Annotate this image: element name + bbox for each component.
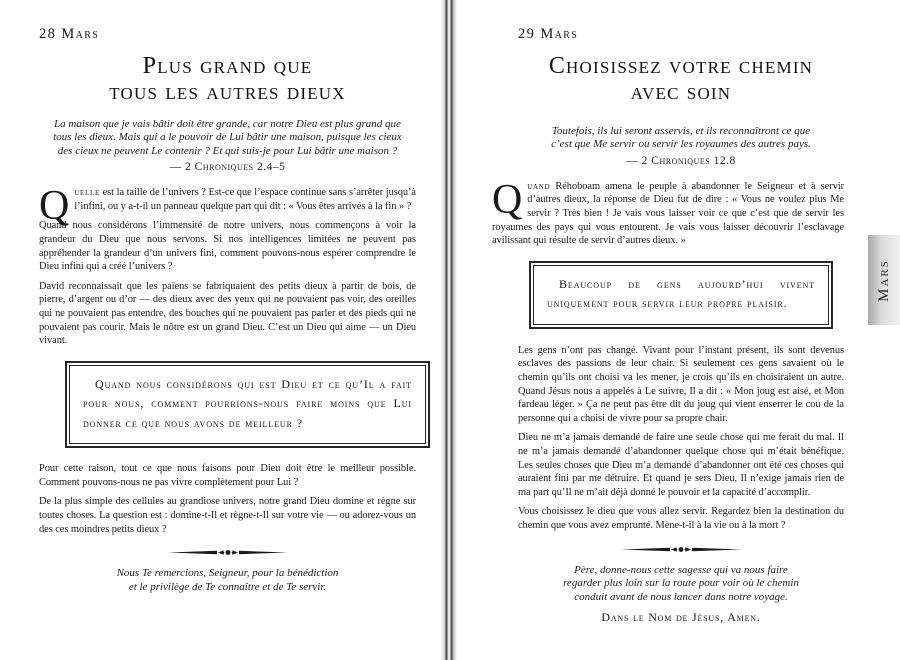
- section-divider: [518, 544, 844, 555]
- title-line: Choisissez votre chemin: [548, 53, 814, 79]
- paragraphs-after-callout: [39, 462, 416, 536]
- prayer-line: Père, donne-nous cette sagesse qui va nous faire: [574, 563, 788, 576]
- lead-word: uand: [527, 180, 551, 192]
- title-line: tous les autres dieux: [109, 79, 346, 105]
- devotional-title: [518, 53, 844, 105]
- epigraph-line: Toutefois, ils lui seront asservis, et ils reconnaîtront ce que: [551, 125, 811, 137]
- page-left: [0, 0, 446, 660]
- body-paragraph: Dieu ne m’a jamais demandé de faire une seule chose qui me ferait du mal. Il ne m’a jamais demandé d’abandonner quelque chose qui m’était bénéfique. Les seules choses que Dieu m’a demandé d’abandonner ont été ces choses qui auraient fini par me détruire. Et quand je sers Dieu, Il n’exige jamais rien de ma part qu’Il ne m’ait déjà donné le pouvoir et la capacité d’accomplir.: [518, 432, 844, 498]
- body-paragraph: De la plus simple des cellules au grandiose univers, notre grand Dieu domine et règne sur toutes choses. La question est : domine-t-Il et règne-t-Il sur votre vie — ou adorez-vous un des ces moindres petits dieux ?: [39, 496, 416, 535]
- scripture-epigraph: [39, 118, 416, 158]
- date-heading: 28 Mars: [39, 26, 100, 42]
- prayer-line: Nous Te remercions, Seigneur, pour la bénédiction: [116, 567, 339, 580]
- title-line: avec soin: [630, 79, 732, 105]
- devotional-title: [39, 53, 416, 105]
- scripture-epigraph: [518, 125, 844, 152]
- body-paragraph: Les gens n’ont pas changé. Vivant pour l’instant présent, ils sont devenus esclaves des passions de leur chair. Si seulement ces gens savaient où le chemin qu’ils ont choisi va les mener, je crois qu’ils en choisiraient un autre. Quand Jésus nous a appelés à Le suivre, Il a dit : « Mon joug est aisé, et Mon fardeau léger. » Ça ne peut pas être dit du joug qui vient enserrer le cou de la personne qui a choisi de vivre pour sa propre chair.: [518, 344, 844, 424]
- closing-prayer: [39, 567, 416, 595]
- month-thumb-tab: [868, 235, 900, 325]
- body-paragraph: Quand nous considérons l’immensité de notre univers, nous commençons à voir la grandeur du Dieu que nous servons. Si nos intelligences limitées ne peuvent pas appréhender la grandeur d’un univers fini, comment pouvons-nous espérer comprendre le Dieu infini qui a créé l’univers ?: [39, 220, 416, 273]
- paragraphs-after-callout: [518, 344, 844, 533]
- title-line: Plus grand que: [142, 53, 313, 79]
- divider-ornament-icon: [621, 544, 741, 555]
- prayer-line: et le privilège de Te connaître et de Te servir.: [128, 581, 327, 594]
- prayer-line: regarder plus loin sur la route pour voir où le chemin: [563, 577, 799, 590]
- body-paragraph: Pour cette raison, tout ce que nous faisons pour Dieu doit être le meilleur possible. Comment pouvons-nous ne pas vivre complètement pour Lui ?: [39, 463, 416, 488]
- body-paragraph: David reconnaissait que les païens se fabriquaient des petits dieux à partir de bois, de pierre, d’argent ou d’or — des dieux avec des yeux qui ne pouvaient pas voir, des oreilles qui ne pouvaient pas entendre, des bouches qui ne pouvaient pas parler et des pieds qui ne pouvaient pas courir. Mais le nôtre est un grand Dieu. C’est un Dieu qui aime — un Dieu vivant.: [39, 280, 416, 347]
- opening-paragraph: Quand Réhoboam amena le peuple à abandonner le Seigneur et à servir d’autres dieux, la réponse de Dieu fut de dire : « Vous ne voulez plus Me servir ? Très bien ! Je vais vous laisser voir ce que c’est que de servir les royaumes des pays qui vous entourent. Je vais vous laisser découvrir l’esclavage avilissant qui résulte de servir d’autres dieux. »: [492, 176, 844, 247]
- date-heading: 29 Mars: [518, 26, 579, 42]
- epigraph-line: tous les dieux. Mais qui a le pouvoir de Lui bâtir une maison, puisque les cieux: [53, 131, 402, 144]
- page-right: [452, 0, 900, 660]
- prayer-amen: Dans le Nom de Jésus, Amen.: [601, 609, 761, 624]
- month-tab-label: Mars: [875, 258, 892, 302]
- drop-cap: Q: [39, 183, 70, 230]
- callout-text: Quand nous considérons qui est Dieu et ce qu’Il a fait pour nous, comment pourrions-nous faire moins que Lui donner ce que nous avons de meilleur ?: [69, 365, 426, 445]
- epigraph-line: La maison que je vais bâtir doit être grande, car notre Dieu est plus grand que: [54, 118, 401, 130]
- closing-prayer: [518, 564, 844, 605]
- scripture-reference: — 2 Chroniques 12.8: [626, 154, 736, 167]
- section-divider: [39, 547, 416, 558]
- epigraph-line: des cieux ne peuvent Le contenir ? Et qui suis-je pour Lui bâtir une maison ?: [57, 144, 398, 157]
- paragraphs-before-callout: [39, 219, 416, 347]
- epigraph-line: c’est que Me servir ou servir les royaumes des autres pays.: [551, 138, 811, 151]
- scripture-reference: — 2 Chroniques 2.4–5: [169, 161, 286, 174]
- callout-box: [529, 261, 833, 329]
- drop-cap: Q: [492, 176, 523, 223]
- prayer-line: conduit avant de nous lancer dans notre voyage.: [574, 591, 788, 604]
- body-paragraph: Vous choisissez le dieu que vous allez servir. Regardez bien la destination du chemin que vous avez emprunté. Mène-t-il à la vie ou à la mort ?: [518, 506, 844, 531]
- lead-word: uelle: [74, 187, 100, 199]
- callout-box: [65, 361, 430, 449]
- opening-paragraph: Quelle est la taille de l’univers ? Est-ce que l’espace continue sans s’arrêter jusqu’à l’infini, ou y a-t-il un panneau quelque part qui dit : « Vous êtes arrivés à la fin » ?: [39, 183, 416, 230]
- divider-ornament-icon: [168, 547, 288, 558]
- callout-text: Beaucoup de gens aujourd’hui vivent uniquement pour servir leur propre plaisir.: [533, 265, 829, 325]
